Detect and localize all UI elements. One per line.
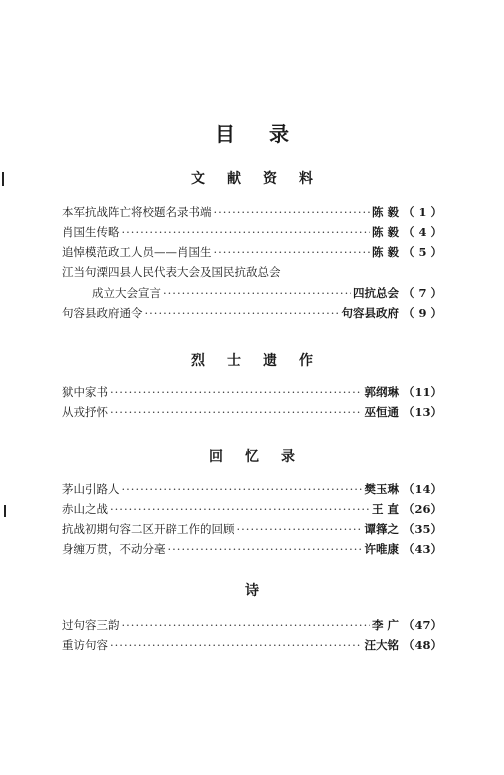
toc-entry[interactable] xyxy=(62,541,442,557)
entry-author: 句容县政府 xyxy=(341,306,399,320)
toc-entry[interactable] xyxy=(62,305,442,321)
leader-dots xyxy=(110,404,362,420)
leader-dots xyxy=(122,224,370,240)
entry-page: （14） xyxy=(402,482,442,496)
entry-author: 樊玉琳 xyxy=(364,482,399,496)
entry-author: 王 直 xyxy=(371,502,399,516)
entry-title: 本军抗战阵亡将校题名录书端 xyxy=(62,205,212,219)
entry-author: 汪大铭 xyxy=(364,638,399,652)
leader-dots xyxy=(163,285,351,301)
entry-page: （ 9 ） xyxy=(402,306,442,320)
entry-author: 陈 毅 xyxy=(371,245,399,259)
toc-entry[interactable] xyxy=(62,481,442,497)
toc-entry[interactable] xyxy=(62,384,442,400)
entry-page: （48） xyxy=(402,638,442,652)
entry-page: （43） xyxy=(402,542,442,556)
entry-title: 赤山之战 xyxy=(62,502,108,516)
leader-dots xyxy=(110,637,362,653)
entry-author: 陈 毅 xyxy=(371,205,399,219)
entry-page: （ 5 ） xyxy=(402,245,442,259)
toc-entry[interactable] xyxy=(62,404,442,420)
entry-author: 谭箨之 xyxy=(364,522,399,536)
entry-title: 重访句容 xyxy=(62,638,108,652)
entry-title: 江当句溧四县人民代表大会及国民抗敌总会 xyxy=(62,265,281,279)
entry-author: 李 广 xyxy=(371,618,399,632)
entry-page: （ 7 ） xyxy=(402,286,442,300)
toc-entry[interactable] xyxy=(62,617,442,633)
toc-entry[interactable] xyxy=(62,264,281,280)
toc-entry[interactable] xyxy=(62,637,442,653)
entry-title: 追悼模范政工人员——肖国生 xyxy=(62,245,212,259)
entry-title: 抗战初期句容二区开辟工作的回顾 xyxy=(62,522,235,536)
leader-dots xyxy=(145,305,340,321)
toc-entry[interactable] xyxy=(62,224,442,240)
entry-author: 郭纲琳 xyxy=(364,385,399,399)
entry-page: （ 1 ） xyxy=(402,205,442,219)
entry-title: 过句容三韵 xyxy=(62,618,120,632)
leader-dots xyxy=(122,617,370,633)
entry-title: 狱中家书 xyxy=(62,385,108,399)
leader-dots xyxy=(110,501,370,517)
entry-title: 从戎抒怀 xyxy=(62,405,108,419)
leader-dots xyxy=(237,521,363,537)
section-title-documents: 文献资料 xyxy=(191,171,335,187)
entry-title: 身缠万贯，不动分毫 xyxy=(62,542,166,556)
entry-author: 许唯康 xyxy=(364,542,399,556)
toc-entry[interactable] xyxy=(62,501,442,517)
entry-author: 巫恒通 xyxy=(364,405,399,419)
leader-dots xyxy=(110,384,362,400)
entry-page: （13） xyxy=(402,405,442,419)
toc-entry[interactable] xyxy=(62,244,442,260)
entry-title: 肖国生传略 xyxy=(62,225,120,239)
entry-title: 句容县政府通令 xyxy=(62,306,143,320)
leader-dots xyxy=(214,204,370,220)
entry-page: （35） xyxy=(402,522,442,536)
entry-author: 四抗总会 xyxy=(352,286,399,300)
entry-author: 陈 毅 xyxy=(371,225,399,239)
scan-margin-mark xyxy=(4,505,6,517)
entry-page: （26） xyxy=(402,502,442,516)
page-title: 目录 xyxy=(215,122,323,146)
entry-title: 成立大会宣言 xyxy=(92,286,161,300)
entry-page: （47） xyxy=(402,618,442,632)
toc-entry[interactable] xyxy=(62,521,442,537)
toc-entry[interactable] xyxy=(62,204,442,220)
section-title-martyrs-works: 烈士遗作 xyxy=(191,353,335,369)
section-title-poems: 诗 xyxy=(245,583,281,599)
entry-page: （ 4 ） xyxy=(402,225,442,239)
entry-page: （11） xyxy=(402,385,442,399)
entry-title: 茅山引路人 xyxy=(62,482,120,496)
section-title-memoirs: 回忆录 xyxy=(209,449,317,465)
leader-dots xyxy=(214,244,370,260)
leader-dots xyxy=(122,481,363,497)
leader-dots xyxy=(168,541,363,557)
toc-entry[interactable] xyxy=(92,285,442,301)
